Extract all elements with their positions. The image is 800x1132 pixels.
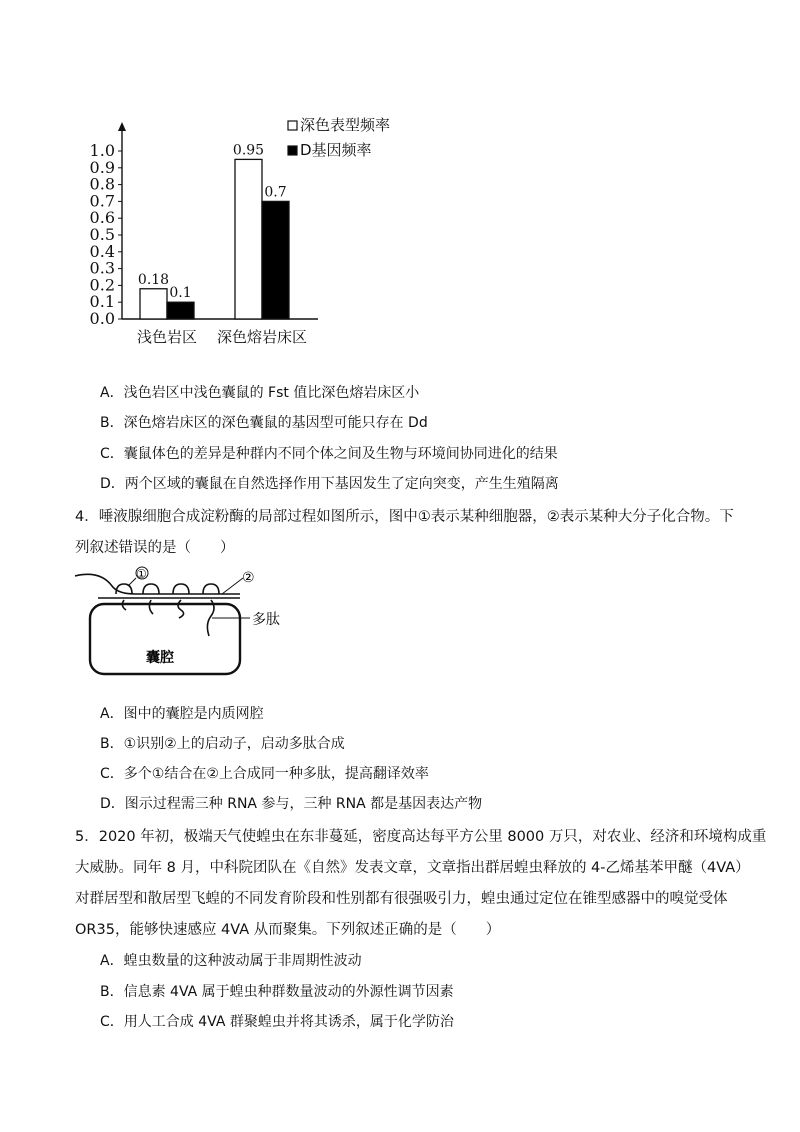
x-category-label: 浅色岩区 (136, 328, 198, 346)
ribosome-er-diagram (0, 560, 800, 690)
bar (262, 201, 289, 319)
x-category-label: 深色熔岩床区 (216, 328, 308, 346)
q5-line: OR35，能够快速感应 4VA 从而聚集。下列叙述正确的是（ ） (75, 922, 501, 938)
y-tick-label: 0.7 (89, 191, 115, 211)
q5-option-b[interactable]: B．信息素 4VA 属于蝗虫种群数量波动的外源性调节因素 (100, 984, 454, 1000)
lumen-label: 囊腔 (146, 650, 174, 666)
ribosome (143, 584, 159, 614)
q4-option-c[interactable]: C．多个①结合在②上合成同一种多肽，提高翻译效率 (100, 766, 429, 782)
y-tick-label: 0.5 (89, 225, 115, 244)
y-tick-label: 0.0 (89, 309, 115, 328)
q5-line: 对群居型和散居型飞蝗的不同发育阶段和性别都有很强吸引力，蝗虫通过定位在锥型感器中的嗅觉受体 (75, 891, 728, 907)
y-tick-label: 0.9 (89, 157, 115, 177)
bar (140, 289, 167, 319)
bar (167, 302, 194, 319)
q5-line: 5．2020 年初，极端天气使蝗虫在东非蔓延，密度高达每平方公里 8000 万只，对农业、经济和环境构成重 (75, 829, 767, 845)
data-label: 0.95 (232, 142, 265, 159)
ribosome (203, 584, 219, 636)
y-tick-label: 1.0 (89, 141, 115, 160)
y-tick-label: 0.4 (89, 241, 115, 261)
legend-label: 深色表型频率 (300, 116, 391, 134)
data-label: 0.18 (137, 271, 170, 288)
y-tick-label: 0.2 (89, 275, 115, 295)
ribosome (116, 584, 132, 610)
q4-option-a[interactable]: A．图中的囊腔是内质网腔 (100, 706, 264, 722)
legend-swatch (288, 146, 297, 155)
data-label: 0.7 (264, 184, 287, 201)
q3-option-c[interactable]: C．囊鼠体色的差异是种群内不同个体之间及生物与环境间协同进化的结果 (100, 446, 558, 462)
q5-line: 大威胁。同年 8 月，中科院团队在《自然》发表文章，文章指出群居蝗虫释放的 4-乙烯基苯甲醚（4VA） (75, 860, 750, 876)
q5-option-a[interactable]: A．蝗虫数量的这种波动属于非周期性波动 (100, 953, 362, 969)
q3-option-b[interactable]: B．深色熔岩床区的深色囊鼠的基因型可能只存在 Dd (100, 415, 428, 431)
chart-layer (90, 116, 390, 346)
y-tick-label: 0.1 (89, 292, 115, 312)
bar (235, 159, 262, 319)
peptide-label: 多肽 (252, 612, 280, 628)
q4-line: 列叙述错误的是（ ） (75, 540, 235, 556)
y-tick-label: 0.6 (89, 208, 115, 228)
q5-option-c[interactable]: C．用人工合成 4VA 群聚蝗虫并将其诱杀，属于化学防治 (100, 1014, 454, 1030)
y-tick-label: 0.3 (89, 258, 115, 278)
ribosome (173, 584, 189, 618)
q5-stem (75, 822, 767, 946)
data-label: 0.1 (169, 285, 192, 302)
q4-option-d[interactable]: D．图示过程需三种 RNA 参与，三种 RNA 都是基因表达产物 (100, 796, 483, 812)
bar-chart (0, 0, 800, 360)
label-2: ② (242, 570, 255, 586)
q3-option-d[interactable]: D．两个区域的囊鼠在自然选择作用下基因发生了定向突变，产生生殖隔离 (100, 476, 559, 492)
y-tick-label: 0.8 (89, 174, 115, 194)
q4-line: 4．唾液腺细胞合成淀粉酶的局部过程如图所示，图中①表示某种细胞器，②表示某种大分子化合物。下 (75, 509, 734, 525)
label-1-leader (128, 578, 136, 586)
legend-swatch (288, 121, 297, 130)
label-1: ① (136, 567, 147, 581)
q4-stem (75, 502, 735, 564)
q3-option-a[interactable]: A．浅色岩区中浅色囊鼠的 Fst 值比深色熔岩床区小 (100, 385, 420, 401)
y-axis-arrow (118, 122, 126, 131)
legend-label: D基因频率 (300, 141, 372, 159)
q4-option-b[interactable]: B．①识别②上的启动子，启动多肽合成 (100, 736, 345, 752)
label-2-leader (222, 578, 243, 594)
